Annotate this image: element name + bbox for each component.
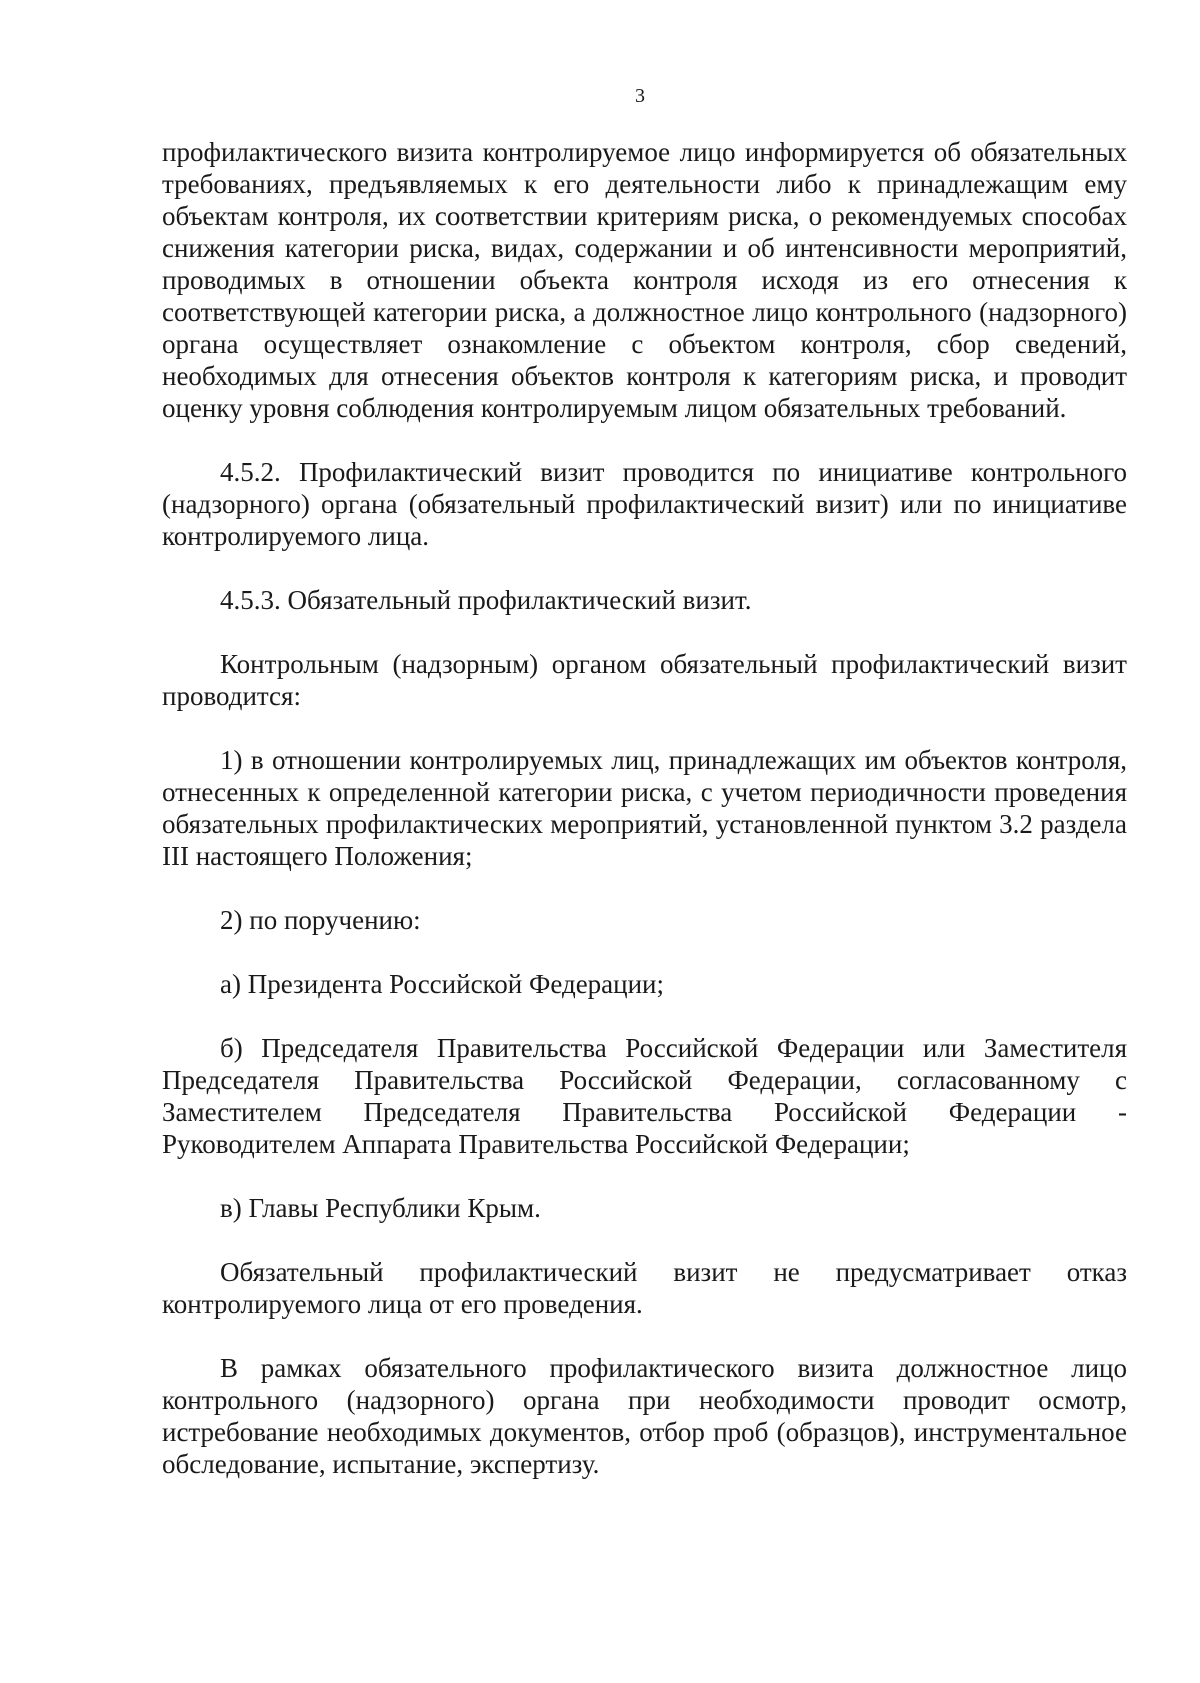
list-item-1: 1) в отношении контролируемых лиц, принадлежащих им объектов контроля, отнесенных к определенной категории риска, с учетом периодичности проведения обязательных профилактических мероприятий, установленной пунктом 3.2 раздела III настоящего Положения; — [162, 745, 1127, 871]
document-body — [162, 136, 1127, 1480]
paragraph-no-refusal: Обязательный профилактический визит не предусматривает отказ контролируемого лица от его проведения. — [162, 1257, 1127, 1319]
paragraph-4-5-2: 4.5.2. Профилактический визит проводится по инициативе контрольного (надзорного) органа (обязательный профилактический визит) или по инициативе контролируемого лица. — [162, 457, 1127, 551]
paragraph-visit-scope: В рамках обязательного профилактического визита должностное лицо контрольного (надзорного) органа при необходимости проводит осмотр, истребование необходимых документов, отбор проб (образцов), инструментальное обследование, испытание, экспертизу. — [162, 1353, 1127, 1479]
paragraph-mandatory-visit-intro: Контрольным (надзорным) органом обязательный профилактический визит проводится: — [162, 649, 1127, 711]
list-item-2: 2) по поручению: — [220, 905, 421, 935]
list-item-b: б) Председателя Правительства Российской Федерации или Заместителя Председателя Правительства Российской Федерации, согласованному с Заместителем Председателя Правительства Российской Федерации - Руководителем Аппарата Правительства Российской Федерации; — [162, 1033, 1127, 1159]
list-item-v: в) Главы Республики Крым. — [220, 1193, 541, 1223]
paragraph-4-5-3: 4.5.3. Обязательный профилактический визит. — [220, 585, 752, 615]
paragraph-continuation: профилактического визита контролируемое лицо информируется об обязательных требованиях, предъявляемых к его деятельности либо к принадлежащим ему объектам контроля, их соответствии критериям риска, о рекомендуемых способах снижения категории риска, видах, содержании и об интенсивности мероприятий, проводимых в отношении объекта контроля исходя из его отнесения к соответствующей категории риска, а должностное лицо контрольного (надзорного) органа осуществляет ознакомление с объектом контроля, сбор сведений, необходимых для отнесения объектов контроля к категориям риска, и проводит оценку уровня соблюдения контролируемым лицом обязательных требований. — [162, 137, 1127, 423]
list-item-a: а) Президента Российской Федерации; — [220, 969, 665, 999]
page-number: 3 — [635, 85, 645, 107]
